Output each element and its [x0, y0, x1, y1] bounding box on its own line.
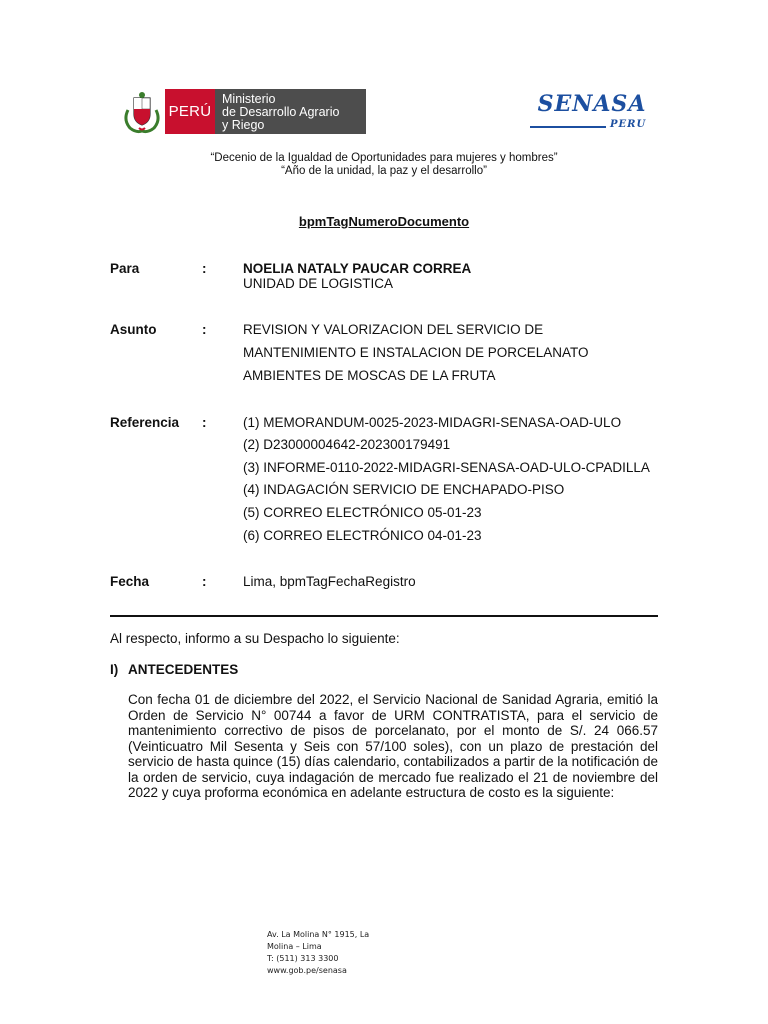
asunto-line-3: AMBIENTES DE MOSCAS DE LA FRUTA [243, 368, 496, 383]
footer-line: www.gob.pe/senasa [267, 966, 347, 975]
section-title: ANTECEDENTES [128, 662, 239, 677]
antecedentes-paragraph: Con fecha 01 de diciembre del 2022, el Servicio Nacional de Sanidad Agraria, emitió la Orden de Servicio N° 00744 a favor de URM CONTRATISTA, para el servicio de mantenimiento correctivo de pisos de porcelanato, por el monto de S/. 24 066.57 (Veinticuatro Mil Sesenta y Seis con 57/100 soles), con un plazo de prestación del servicio de hasta quince (15) días calendario, contabilizados a partir de la notificación de la orden de servicio, cuya indagación de mercado fue realizado el 21 de noviembre del 2022 y cuya proforma económica en adelante estructura de costo es la siguiente: [128, 692, 658, 800]
para-colon: : [202, 261, 207, 276]
ministry-logo [165, 89, 366, 134]
referencia-item: (2) D23000004642-202300179491 [243, 437, 451, 452]
asunto-label: Asunto [110, 322, 157, 337]
decenio-line-1: “Decenio de la Igualdad de Oportunidades para mujeres y hombres” [210, 152, 558, 164]
ministry-name [215, 89, 366, 134]
footer-line: Molina – Lima [267, 942, 322, 951]
referencia-item: (6) CORREO ELECTRÓNICO 04-01-23 [243, 528, 482, 543]
document-number: bpmTagNumeroDocumento [298, 214, 470, 229]
senasa-subtitle: PERU [610, 119, 647, 130]
header-separator [110, 615, 658, 617]
asunto-line-1: REVISION Y VALORIZACION DEL SERVICIO DE [243, 322, 544, 337]
para-unit: UNIDAD DE LOGISTICA [243, 276, 394, 291]
para-label: Para [110, 261, 140, 276]
peru-label: PERÚ [165, 89, 215, 134]
footer-line: Av. La Molina N° 1915, La [267, 930, 370, 939]
asunto-line-2: MANTENIMIENTO E INSTALACION DE PORCELANATO [243, 345, 589, 360]
ministry-line-1: Ministerio [222, 92, 276, 106]
referencia-item: (5) CORREO ELECTRÓNICO 05-01-23 [243, 505, 482, 520]
referencia-item: (1) MEMORANDUM-0025-2023-MIDAGRI-SENASA-OAD-ULO [243, 415, 622, 430]
peru-coat-of-arms-icon [120, 90, 164, 134]
footer-line: T: (511) 313 3300 [267, 954, 339, 963]
referencia-item: (3) INFORME-0110-2022-MIDAGRI-SENASA-OAD-ULO-CPADILLA [243, 460, 650, 475]
section-number: I) [110, 662, 119, 677]
fecha-value: Lima, bpmTagFechaRegistro [243, 574, 416, 589]
fecha-label: Fecha [110, 574, 150, 589]
intro-text: Al respecto, informo a su Despacho lo siguiente: [110, 631, 400, 646]
senasa-logo [528, 91, 656, 131]
senasa-title: SENASA [537, 91, 647, 117]
referencia-label: Referencia [110, 415, 180, 430]
referencia-item: (4) INDAGACIÓN SERVICIO DE ENCHAPADO-PISO [243, 482, 565, 497]
fecha-colon: : [202, 574, 207, 589]
footer-address [267, 929, 369, 977]
ministry-line-3: y Riego [222, 118, 265, 132]
ministry-line-2: de Desarrollo Agrario [222, 105, 340, 119]
para-name: NOELIA NATALY PAUCAR CORREA [243, 261, 472, 276]
referencia-colon: : [202, 415, 207, 430]
decenio-line-2: “Año de la unidad, la paz y el desarrollo” [281, 165, 487, 177]
asunto-colon: : [202, 322, 207, 337]
senasa-underline [530, 126, 606, 128]
